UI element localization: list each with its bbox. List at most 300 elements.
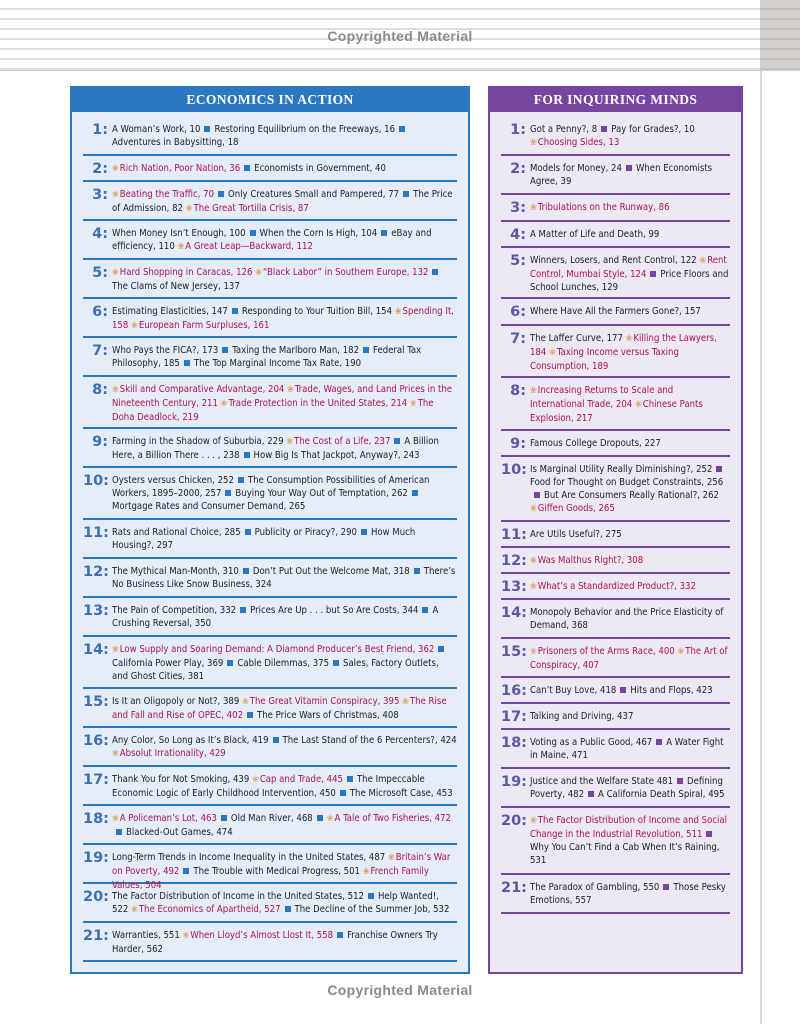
chapter-entries — [112, 474, 457, 513]
chapter-entries — [112, 565, 457, 591]
entry-title: Choosing Sides, 13 — [537, 137, 620, 148]
square-bullet-icon — [221, 815, 227, 821]
chapter-entries — [112, 929, 457, 956]
econ-chapter-12 — [83, 559, 457, 598]
entry-title: The Price of Admission, 82 — [112, 189, 453, 214]
chapter-number: 4: — [510, 227, 526, 243]
square-bullet-icon — [663, 884, 669, 890]
entry-title: Defining Poverty, 482 — [530, 776, 723, 800]
square-bullet-icon — [412, 490, 418, 496]
global-comparison-icon: ❀ — [530, 138, 537, 148]
entry-title: Old Man River, 468 — [230, 813, 313, 824]
entry-title: But Are Consumers Really Rational?, 262 — [544, 490, 719, 501]
global-comparison-icon: ❀ — [530, 386, 537, 396]
econ-chapter-11 — [83, 520, 457, 559]
entry-title: Skill and Comparative Advantage, 204 — [119, 384, 285, 395]
entry-title: Can’t Buy Love, 418 — [530, 685, 617, 696]
global-comparison-icon: ❀ — [387, 853, 395, 863]
entry-title: Winners, Losers, and Rent Control, 122 — [530, 255, 697, 266]
entry-title: The Rise and Fall and Rise of OPEC, 402 — [112, 696, 447, 721]
square-bullet-icon — [340, 790, 346, 796]
entry-title: Taxing Income versus Taxing Consumption, 189 — [530, 347, 679, 372]
chapter-number: 10: — [83, 473, 109, 489]
chapter-entries — [530, 580, 730, 594]
square-bullet-icon — [588, 791, 594, 797]
econ-chapter-7 — [83, 338, 457, 377]
entry-title: Oysters versus Chicken, 252 — [112, 475, 234, 486]
entry-title: Where Have All the Farmers Gone?, 157 — [530, 306, 701, 317]
chapter-entries — [112, 812, 457, 839]
econ-chapter-21 — [83, 923, 457, 962]
chapter-number: 2: — [510, 161, 526, 177]
entry-title: There’s No Business Like Snow Business, 324 — [112, 566, 456, 590]
square-bullet-icon — [620, 687, 626, 693]
entry-title: Responding to Your Tuition Bill, 154 — [241, 306, 393, 317]
chapter-number: 7: — [510, 331, 526, 347]
square-bullet-icon — [432, 269, 438, 275]
entry-title: Estimating Elasticities, 147 — [112, 306, 228, 317]
chapter-entries — [530, 254, 730, 294]
square-bullet-icon — [227, 660, 233, 666]
entry-title: A California Death Spiral, 495 — [598, 789, 725, 800]
square-bullet-icon — [285, 906, 291, 912]
square-bullet-icon — [403, 191, 409, 197]
entry-title: The Great Vitamin Conspiracy, 395 — [249, 696, 400, 707]
square-bullet-icon — [244, 165, 250, 171]
chapter-number: 14: — [501, 605, 527, 621]
chapter-entries — [112, 890, 457, 917]
square-bullet-icon — [240, 607, 246, 613]
chapter-number: 18: — [83, 811, 109, 827]
chapter-number: 1: — [92, 122, 108, 138]
minds-chapter-6 — [501, 299, 730, 326]
square-bullet-icon — [394, 438, 400, 444]
entry-title: Cap and Trade, 445 — [259, 774, 343, 785]
chapter-number: 12: — [501, 553, 527, 569]
chapter-entries — [112, 773, 457, 800]
entry-title: “Black Labor” in Southern Europe, 132 — [262, 267, 429, 278]
chapter-entries — [112, 695, 457, 722]
chapter-entries — [530, 775, 730, 801]
chapter-number: 6: — [510, 304, 526, 320]
entry-title: Rich Nation, Poor Nation, 36 — [119, 163, 241, 174]
chapter-entries — [530, 463, 730, 516]
chapter-entries — [530, 645, 730, 672]
square-bullet-icon — [333, 660, 339, 666]
entry-title: Are Utils Useful?, 275 — [530, 529, 622, 540]
minds-chapter-5 — [501, 248, 730, 299]
global-comparison-icon: ❀ — [182, 931, 190, 941]
entry-title: Mortgage Rates and Consumer Demand, 265 — [112, 501, 306, 512]
chapter-entries — [530, 881, 730, 907]
entry-title: Sales, Factory Outlets, and Ghost Cities, 381 — [112, 658, 439, 682]
entry-title: Chinese Pants Explosion, 217 — [530, 399, 703, 424]
entry-title: Low Supply and Soaring Demand: A Diamond Producer’s Best Friend, 362 — [119, 644, 435, 655]
entry-title: Long-Term Trends in Income Inequality in the United States, 487 — [112, 852, 386, 863]
minds-chapter-21 — [501, 875, 730, 914]
chapter-entries — [530, 814, 730, 867]
copyright-notice-bottom: Copyrighted Material — [327, 982, 473, 998]
entry-title: Absolut Irrationality, 429 — [119, 748, 226, 759]
entry-title: A Water Fight in Maine, 471 — [530, 737, 724, 761]
chapter-entries — [112, 604, 457, 630]
square-bullet-icon — [250, 230, 256, 236]
square-bullet-icon — [363, 347, 369, 353]
chapter-entries — [112, 383, 457, 424]
square-bullet-icon — [317, 815, 323, 821]
chapter-number: 12: — [83, 564, 109, 580]
for-inquiring-minds-title: FOR INQUIRING MINDS — [490, 88, 741, 112]
square-bullet-icon — [368, 893, 374, 899]
chapter-entries — [112, 643, 457, 683]
global-comparison-icon: ❀ — [112, 385, 119, 395]
entry-title: The Top Marginal Income Tax Rate, 190 — [193, 358, 362, 369]
page-right-rail — [760, 70, 762, 1024]
entry-title: Beating the Traffic, 70 — [119, 189, 215, 200]
econ-chapter-14 — [83, 637, 457, 689]
chapter-number: 6: — [92, 304, 108, 320]
chapter-entries — [530, 736, 730, 762]
entry-title: Justice and the Welfare State 481 — [530, 776, 674, 787]
global-comparison-icon: ❀ — [530, 203, 537, 213]
square-bullet-icon — [414, 568, 420, 574]
square-bullet-icon — [218, 191, 224, 197]
minds-chapter-11 — [501, 522, 730, 548]
chapter-number: 21: — [83, 928, 109, 944]
chapter-number: 16: — [501, 683, 527, 699]
copyright-notice-top: Copyrighted Material — [327, 28, 473, 44]
chapter-number: 13: — [83, 603, 109, 619]
minds-chapter-1 — [501, 117, 730, 156]
global-comparison-icon: ❀ — [677, 647, 685, 657]
econ-chapter-9 — [83, 429, 457, 468]
entry-title: eBay and efficiency, 110 — [112, 228, 432, 252]
entry-title: Price Floors and School Lunches, 129 — [530, 269, 729, 293]
chapter-number: 17: — [501, 709, 527, 725]
chapter-entries — [530, 201, 730, 215]
entry-title: Trade Protection in the United States, 214 — [228, 398, 408, 409]
entry-title: Only Creatures Small and Pampered, 77 — [228, 189, 400, 200]
econ-chapter-2 — [83, 156, 457, 182]
global-comparison-icon: ❀ — [394, 307, 402, 317]
square-bullet-icon — [116, 829, 122, 835]
entry-title: Any Color, So Long as It’s Black, 419 — [112, 735, 269, 746]
minds-chapter-15 — [501, 639, 730, 678]
square-bullet-icon — [381, 230, 387, 236]
chapter-entries — [112, 344, 457, 370]
entry-title: Rent Control, Mumbai Style, 124 — [530, 255, 727, 280]
chapter-number: 8: — [92, 382, 108, 398]
chapter-entries — [530, 123, 730, 150]
chapter-entries — [530, 710, 730, 723]
square-bullet-icon — [222, 347, 228, 353]
entry-title: Why You Can’t Find a Cab When It’s Raining, 531 — [530, 842, 720, 866]
global-comparison-icon: ❀ — [131, 905, 138, 915]
entry-title: When the Corn Is High, 104 — [259, 228, 378, 239]
entry-title: French Family Values, 504 — [112, 866, 429, 891]
entry-title: Talking and Driving, 437 — [530, 711, 634, 722]
global-comparison-icon: ❀ — [112, 164, 119, 174]
entry-title: Voting as a Public Good, 467 — [530, 737, 653, 748]
econ-chapter-17 — [83, 767, 457, 806]
global-comparison-icon: ❀ — [530, 647, 537, 657]
chapter-number: 17: — [83, 772, 109, 788]
square-bullet-icon — [247, 712, 253, 718]
chapter-number: 7: — [92, 343, 108, 359]
entry-title: Publicity or Piracy?, 290 — [254, 527, 357, 538]
global-comparison-icon: ❀ — [112, 749, 119, 759]
entry-title: Buying Your Way Out of Temptation, 262 — [235, 488, 408, 499]
chapter-entries — [530, 384, 730, 425]
entry-title: The Price Wars of Christmas, 408 — [257, 710, 399, 721]
econ-chapter-6 — [83, 299, 457, 338]
chapter-number: 21: — [501, 880, 527, 896]
entry-title: A Woman’s Work, 10 — [112, 124, 201, 135]
chapter-number: 5: — [510, 253, 526, 269]
econ-chapter-20 — [83, 884, 457, 923]
global-comparison-icon: ❀ — [402, 697, 409, 707]
entry-title: Who Pays the FICA?, 173 — [112, 345, 219, 356]
square-bullet-icon — [244, 452, 250, 458]
square-bullet-icon — [183, 868, 189, 874]
chapter-entries — [112, 526, 457, 552]
econ-chapter-18 — [83, 806, 457, 845]
chapter-number: 5: — [92, 265, 108, 281]
entry-title: Prices Are Up . . . but So Are Costs, 344 — [250, 605, 419, 616]
square-bullet-icon — [399, 126, 405, 132]
minds-chapter-12 — [501, 548, 730, 574]
entry-title: Cable Dilemmas, 375 — [237, 658, 330, 669]
chapter-number: 11: — [501, 527, 527, 543]
econ-chapter-10 — [83, 468, 457, 520]
entry-title: The Microsoft Case, 453 — [349, 788, 453, 799]
econ-chapter-1 — [83, 117, 457, 156]
entry-title: Monopoly Behavior and the Price Elasticity of Demand, 368 — [530, 607, 724, 631]
chapter-entries — [530, 528, 730, 541]
chapter-entries — [530, 437, 730, 450]
minds-chapter-19 — [501, 769, 730, 808]
minds-chapter-9 — [501, 431, 730, 457]
entry-title: European Farm Surpluses, 161 — [138, 320, 270, 331]
square-bullet-icon — [184, 360, 190, 366]
entry-title: Those Pesky Emotions, 557 — [530, 882, 726, 906]
minds-chapter-7 — [501, 326, 730, 378]
economics-in-action-list — [72, 112, 468, 962]
global-comparison-icon: ❀ — [255, 268, 262, 278]
entry-title: What’s a Standardized Product?, 332 — [537, 581, 696, 592]
entry-title: Warranties, 551 — [112, 930, 180, 941]
square-bullet-icon — [656, 739, 662, 745]
chapter-number: 15: — [83, 694, 109, 710]
minds-chapter-16 — [501, 678, 730, 704]
chapter-entries — [530, 554, 730, 568]
entry-title: Franchise Owners Try Harder, 562 — [112, 930, 438, 955]
global-comparison-icon: ❀ — [530, 816, 537, 826]
entry-title: The Last Stand of the 6 Percenters?, 424 — [282, 735, 457, 746]
econ-chapter-5 — [83, 260, 457, 299]
minds-chapter-10 — [501, 457, 730, 522]
square-bullet-icon — [534, 492, 540, 498]
chapter-entries — [530, 305, 730, 318]
entry-title: Blacked-Out Games, 474 — [126, 827, 233, 838]
entry-title: Restoring Equilibrium on the Freeways, 16 — [214, 124, 396, 135]
square-bullet-icon — [422, 607, 428, 613]
minds-chapter-8 — [501, 378, 730, 431]
entry-title: Taxing the Marlboro Man, 182 — [232, 345, 360, 356]
entry-title: A Billion Here, a Billion There . . . , 238 — [112, 436, 439, 461]
chapter-entries — [112, 305, 457, 333]
chapter-entries — [530, 332, 730, 373]
econ-chapter-8 — [83, 377, 457, 429]
entry-title: How Big Is That Jackpot, Anyway?, 243 — [253, 450, 420, 461]
chapter-entries — [530, 228, 730, 241]
square-bullet-icon — [243, 568, 249, 574]
entry-title: Models for Money, 24 — [530, 163, 622, 174]
entry-title: Hard Shopping in Caracas, 126 — [119, 267, 253, 278]
entry-title: Is It an Oligopoly or Not?, 389 — [112, 696, 240, 707]
chapter-number: 13: — [501, 579, 527, 595]
chapter-number: 10: — [501, 462, 527, 478]
global-comparison-icon: ❀ — [287, 385, 294, 395]
for-inquiring-minds-box — [488, 86, 743, 974]
chapter-number: 4: — [92, 226, 108, 242]
entry-title: Killing the Lawyers, 184 — [530, 333, 717, 358]
entry-title: Tribulations on the Runway, 86 — [537, 202, 670, 213]
global-comparison-icon: ❀ — [131, 321, 138, 331]
global-comparison-icon: ❀ — [185, 204, 193, 214]
chapter-entries — [112, 227, 457, 254]
global-comparison-icon: ❀ — [112, 814, 119, 824]
chapter-number: 19: — [501, 774, 527, 790]
economics-in-action-box — [70, 86, 470, 974]
entry-title: Was Malthus Right?, 308 — [537, 555, 644, 566]
entry-title: Is Marginal Utility Really Diminishing?, 252 — [530, 464, 713, 475]
chapter-number: 20: — [501, 813, 527, 829]
entry-title: Food for Thought on Budget Constraints, 256 — [530, 477, 724, 488]
entry-title: The Factor Distribution of Income and Social Change in the Industrial Revolution, 511 — [530, 815, 728, 840]
entry-title: The Art of Conspiracy, 407 — [530, 646, 728, 671]
chapter-number: 14: — [83, 642, 109, 658]
chapter-number: 3: — [510, 200, 526, 216]
square-bullet-icon — [438, 646, 444, 652]
entry-title: Trade, Wages, and Land Prices in the Nineteenth Century, 211 — [112, 384, 453, 409]
square-bullet-icon — [225, 490, 231, 496]
global-comparison-icon: ❀ — [112, 190, 119, 200]
chapter-number: 3: — [92, 187, 108, 203]
for-inquiring-minds-list — [490, 112, 741, 914]
minds-chapter-13 — [501, 574, 730, 600]
global-comparison-icon: ❀ — [530, 582, 537, 592]
chapter-entries — [112, 851, 457, 892]
global-comparison-icon: ❀ — [112, 645, 119, 655]
global-comparison-icon: ❀ — [112, 268, 119, 278]
square-bullet-icon — [238, 477, 244, 483]
entry-title: The Trouble with Medical Progress, 501 — [193, 866, 360, 877]
entry-title: Economists in Government, 40 — [254, 163, 386, 174]
entry-title: Hits and Flops, 423 — [630, 685, 713, 696]
econ-chapter-4 — [83, 221, 457, 260]
entry-title: The Great Tortilla Crisis, 87 — [193, 203, 309, 214]
entry-title: When Money Isn’t Enough, 100 — [112, 228, 246, 239]
entry-title: Pay for Grades?, 10 — [611, 124, 695, 135]
global-comparison-icon: ❀ — [241, 697, 249, 707]
chapter-entries — [112, 435, 457, 462]
square-bullet-icon — [650, 271, 656, 277]
square-bullet-icon — [677, 778, 683, 784]
square-bullet-icon — [361, 529, 367, 535]
entry-title: How Much Housing?, 297 — [112, 527, 416, 551]
entry-title: Prisoners of the Arms Race, 400 — [537, 646, 675, 657]
entry-title: When Lloyd’s Almost Llost It, 558 — [190, 930, 334, 941]
chapter-number: 20: — [83, 889, 109, 905]
entry-title: Adventures in Babysitting, 18 — [112, 137, 239, 148]
minds-chapter-20 — [501, 808, 730, 875]
chapter-number: 9: — [510, 436, 526, 452]
entry-title: The Decline of the Summer Job, 532 — [294, 904, 450, 915]
global-comparison-icon: ❀ — [625, 334, 633, 344]
entry-title: A Great Leap—Backward, 112 — [185, 241, 313, 252]
chapter-number: 8: — [510, 383, 526, 399]
entry-title: Farming in the Shadow of Suburbia, 229 — [112, 436, 284, 447]
chapter-number: 18: — [501, 735, 527, 751]
global-comparison-icon: ❀ — [634, 400, 642, 410]
entry-title: Britain’s War on Poverty, 492 — [112, 852, 451, 877]
chapter-number: 11: — [83, 525, 109, 541]
entry-title: The Clams of New Jersey, 137 — [112, 281, 240, 292]
square-bullet-icon — [716, 466, 722, 472]
entry-title: The Mythical Man-Month, 310 — [112, 566, 239, 577]
global-comparison-icon: ❀ — [286, 437, 294, 447]
global-comparison-icon: ❀ — [220, 399, 228, 409]
entry-title: The Factor Distribution of Income in the United States, 512 — [112, 891, 364, 902]
econ-chapter-16 — [83, 728, 457, 767]
global-comparison-icon: ❀ — [530, 504, 537, 514]
entry-title: A Policeman’s Lot, 463 — [119, 813, 217, 824]
chapter-number: 15: — [501, 644, 527, 660]
chapter-entries — [112, 266, 457, 293]
entry-title: Thank You for Not Smoking, 439 — [112, 774, 250, 785]
entry-title: Federal Tax Philosophy, 185 — [112, 345, 422, 369]
entry-title: Famous College Dropouts, 227 — [530, 438, 661, 449]
global-comparison-icon: ❀ — [326, 814, 334, 824]
minds-chapter-4 — [501, 222, 730, 248]
global-comparison-icon: ❀ — [177, 242, 185, 252]
chapter-entries — [112, 188, 457, 216]
chapter-entries — [530, 162, 730, 188]
chapter-entries — [530, 684, 730, 697]
entry-title: California Power Play, 369 — [112, 658, 224, 669]
econ-chapter-13 — [83, 598, 457, 637]
entry-title: The Consumption Possibilities of American Workers, 1895–2000, 257 — [112, 475, 430, 499]
chapter-number: 2: — [92, 161, 108, 177]
economics-in-action-title: ECONOMICS IN ACTION — [72, 88, 468, 112]
entry-title: When Economists Agree, 39 — [530, 163, 713, 187]
square-bullet-icon — [601, 126, 607, 132]
minds-chapter-14 — [501, 600, 730, 639]
global-comparison-icon: ❀ — [409, 399, 417, 409]
minds-chapter-2 — [501, 156, 730, 195]
entry-title: Spending It, 158 — [112, 306, 455, 331]
econ-chapter-3 — [83, 182, 457, 221]
minds-chapter-18 — [501, 730, 730, 769]
square-bullet-icon — [245, 529, 251, 535]
entry-title: A Tale of Two Fisheries, 472 — [334, 813, 451, 824]
entry-title: Don’t Put Out the Welcome Mat, 318 — [252, 566, 410, 577]
econ-chapter-19 — [83, 845, 457, 891]
entry-title: Rats and Rational Choice, 285 — [112, 527, 241, 538]
square-bullet-icon — [204, 126, 210, 132]
square-bullet-icon — [337, 932, 343, 938]
